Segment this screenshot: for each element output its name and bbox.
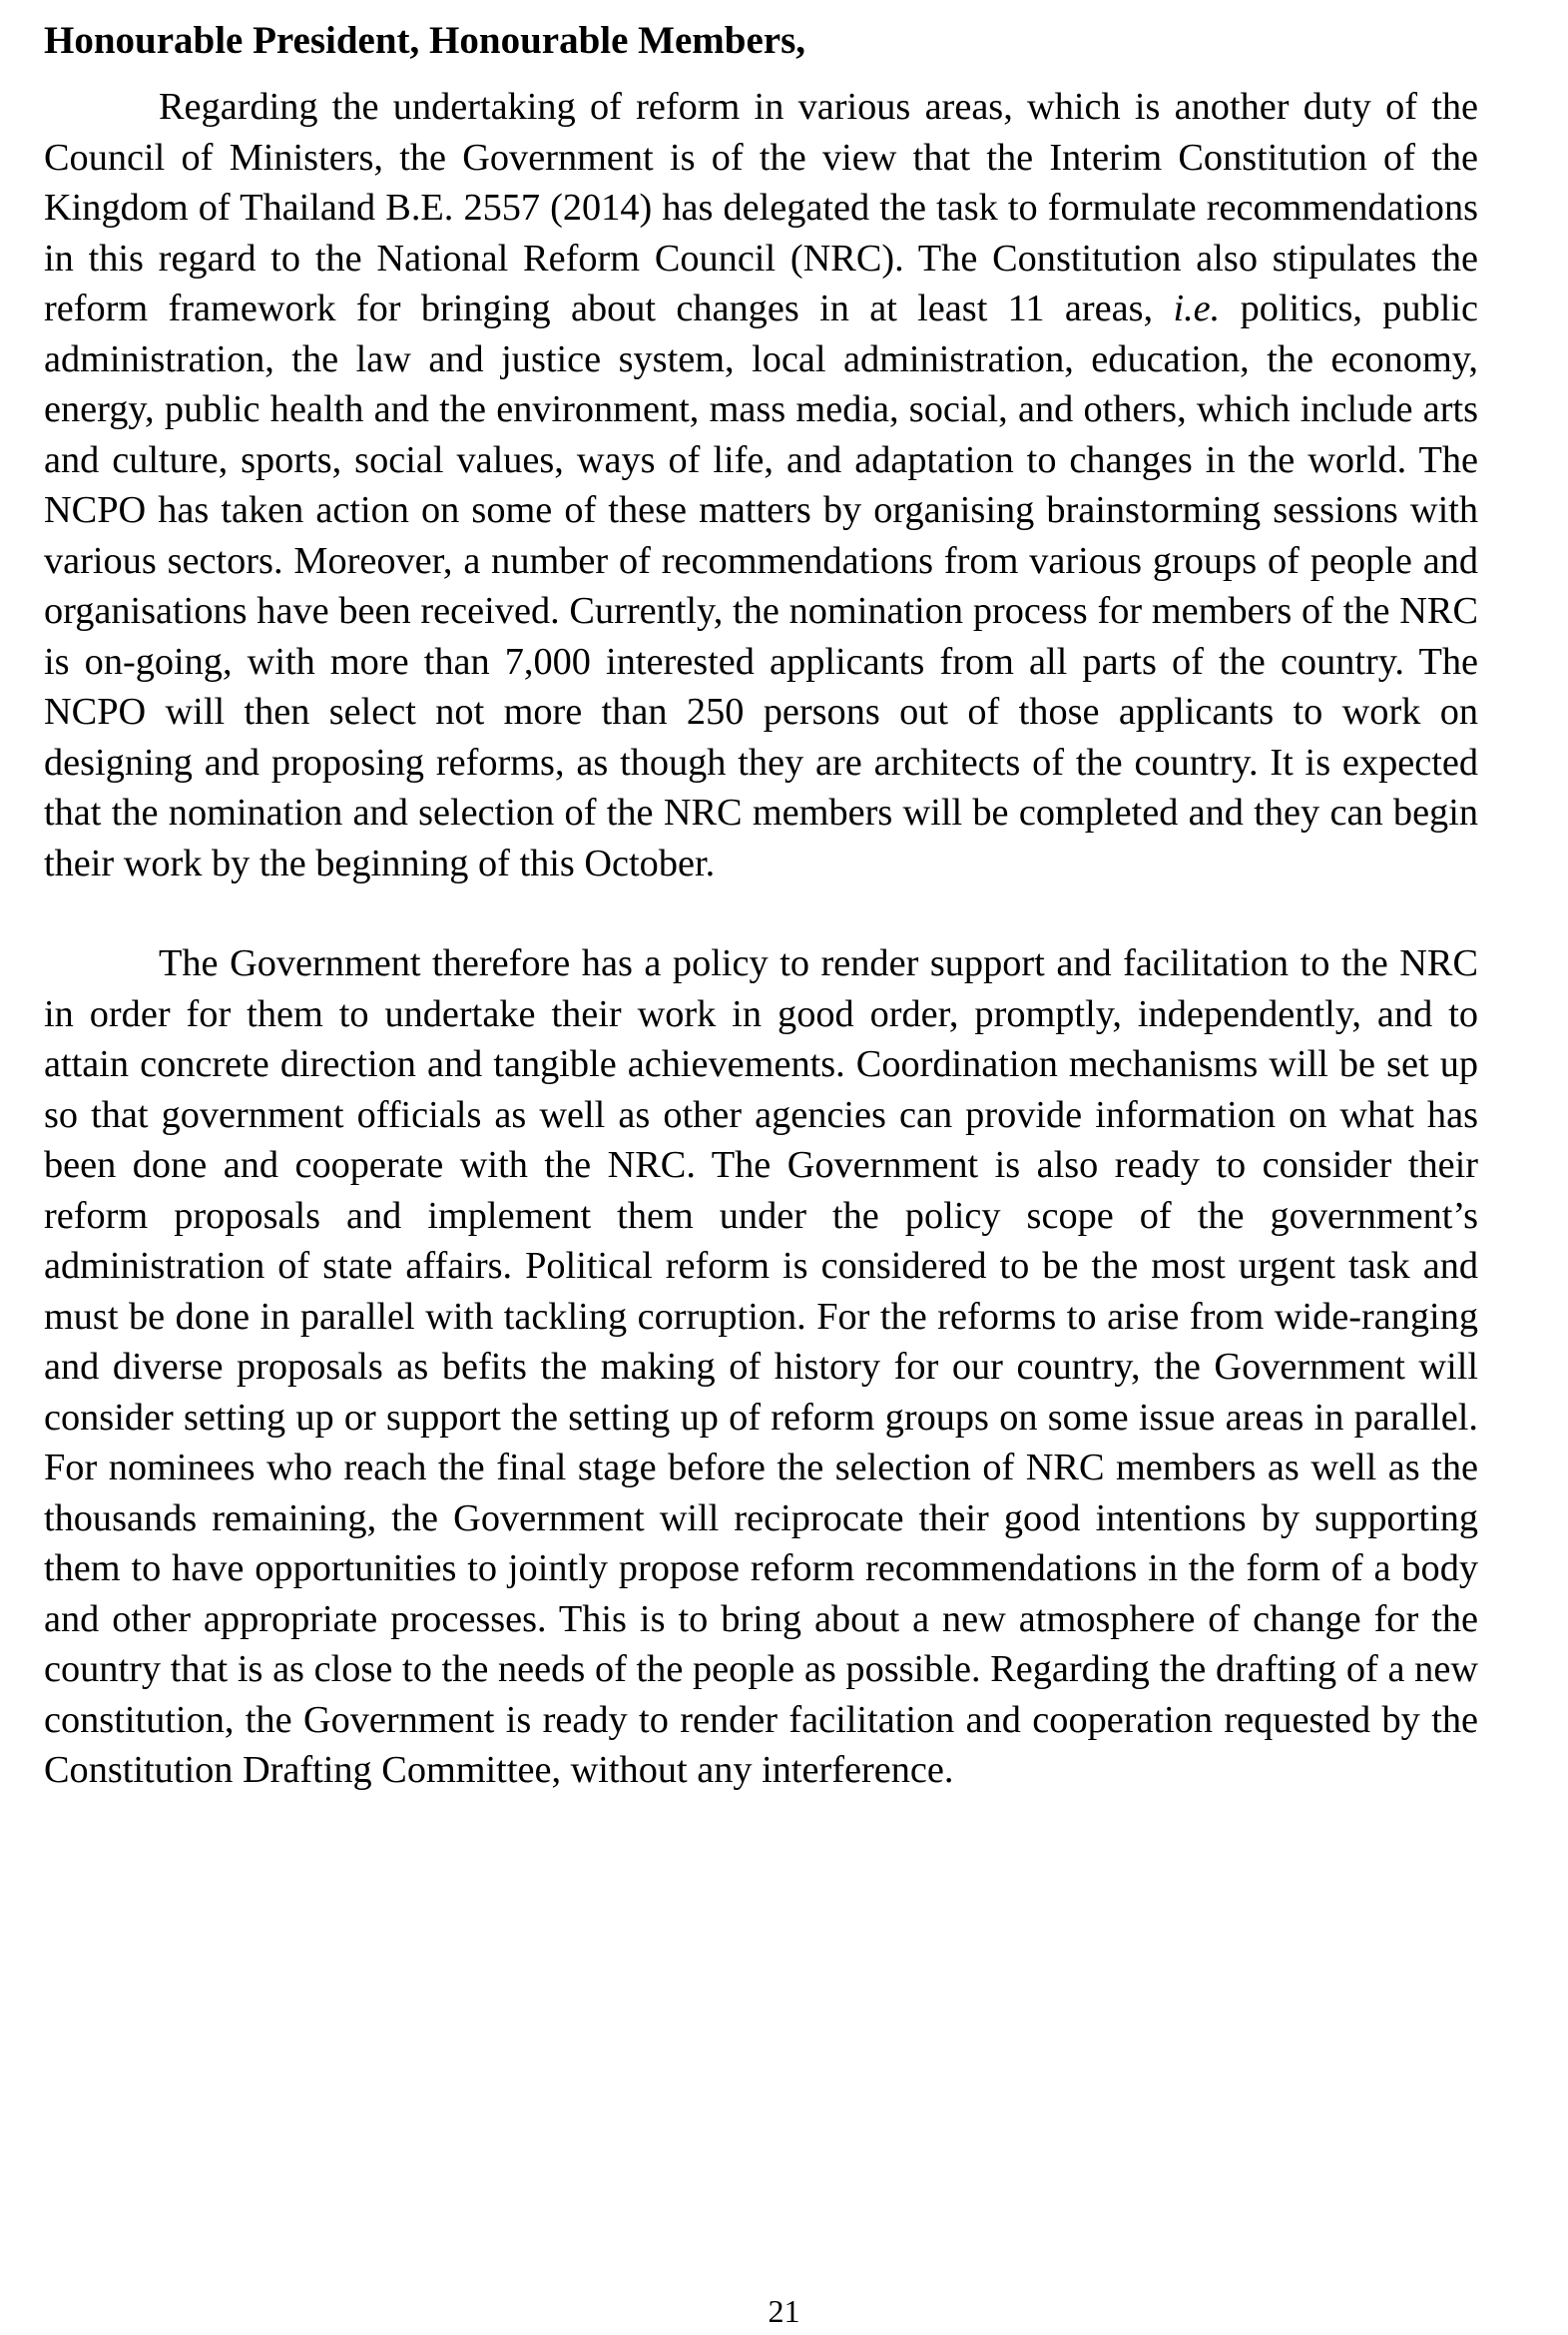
paragraph-text: politics, public administration, the law and justice system, local administration, education, the economy, energy, public health and the environment, mass media, social, and others, which include arts and culture, sports, social values, ways of life, and adaptation to changes in the world. The NCPO has taken action on some of these matters by organising brainstorming sessions with various sectors. Moreover, a number of recommendations from various groups of people and organisations have been received. Currently, the nomination process for members of the NRC is on-going, with more than 7,000 interested applicants from all parts of the country. The NCPO will then select not more than 250 persons out of those applicants to work on designing and proposing reforms, as though they are architects of the country. It is expected that the nomination and selection of the NRC members will be completed and they can begin their work by the beginning of this October.: [44, 288, 1478, 884]
italic-abbreviation: i.e.: [1173, 288, 1221, 329]
paragraph-government-policy: The Government therefore has a policy to render support and facilitation to the NRC in order for them to undertake their work in good order, promptly, independently, and to attain concrete direction and tangible achievements. Coordination mechanisms will be set up so that government officials as well as other agencies can provide information on what has been done and cooperate with the NRC. The Government is also ready to consider their reform proposals and implement them under the policy scope of the government’s administration of state affairs. Political reform is considered to be the most urgent task and must be done in parallel with tackling corruption. For the reforms to arise from wide-ranging and diverse proposals as befits the making of history for our country, the Government will consider setting up or support the setting up of reform groups on some issue areas in parallel. For nominees who reach the final stage before the selection of NRC members as well as the thousands remaining, the Government will reciprocate their good intentions by supporting them to have opportunities to jointly propose reform recommendations in the form of a body and other appropriate processes. This is to bring about a new atmosphere of change for the country that is as close to the needs of the people as possible. Regarding the drafting of a new constitution, the Government is ready to render facilitation and cooperation requested by the Constitution Drafting Committee, without any interference.: [44, 942, 1478, 1791]
document-page: [44, 16, 1478, 1796]
paragraph-text: Regarding the undertaking of reform in various areas, which is another duty of the Council of Ministers, the Government is of the view that the Interim Constitution of the Kingdom of Thailand B.E. 2557 (2014) has delegated the task to formulate recommendations in this regard to the National Reform Council (NRC). The Constitution also stipulates the reform framework for bringing about changes in at least 11 areas,: [44, 86, 1478, 329]
paragraph-reform-areas: [44, 82, 1478, 888]
page-number: 21: [768, 2293, 800, 2329]
salutation-heading: Honourable President, Honourable Members,: [44, 19, 805, 62]
